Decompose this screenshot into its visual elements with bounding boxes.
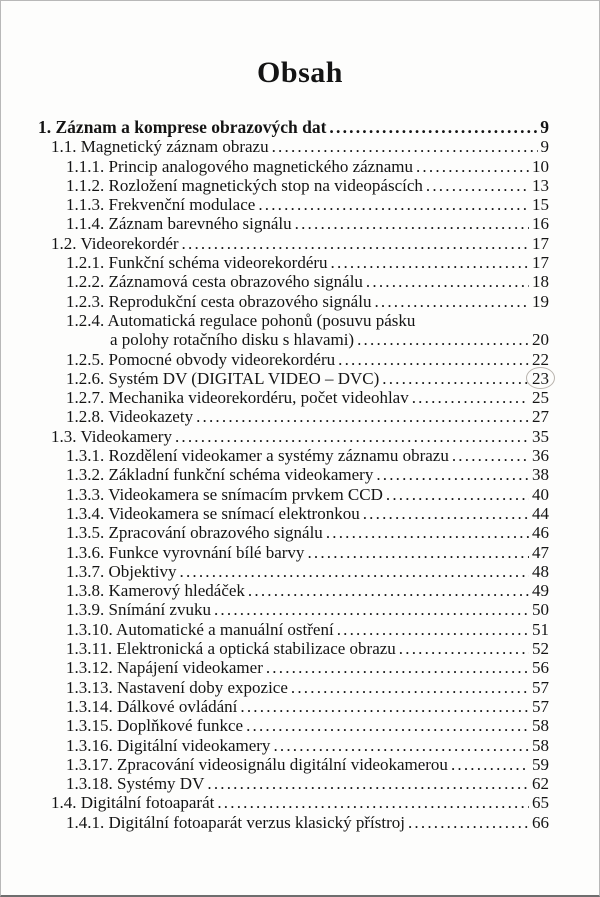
toc-entry-label: 1.3.10. Automatické a manuální ostření <box>66 619 334 639</box>
toc-leader-dots <box>386 485 529 504</box>
toc-entry <box>38 427 549 446</box>
toc-entry <box>38 214 549 233</box>
toc-entry <box>38 253 549 272</box>
toc-entry <box>38 485 549 504</box>
toc-entry-line <box>66 562 549 581</box>
toc-entry-line <box>66 581 549 600</box>
toc-entry-page-number: 65 <box>532 793 549 813</box>
toc-entry <box>38 504 549 523</box>
toc-leader-dots <box>366 272 529 291</box>
toc-entry <box>38 465 549 484</box>
toc-entry <box>38 755 549 774</box>
toc-entry-line <box>66 350 549 369</box>
toc-entry <box>38 272 549 291</box>
toc-entry-line <box>66 292 549 311</box>
toc-entry <box>38 774 549 793</box>
toc-entry <box>38 581 549 600</box>
toc-leader-dots <box>376 465 529 484</box>
toc-entry-page-number: 36 <box>532 446 549 466</box>
toc-entry-page-number: 50 <box>532 600 549 620</box>
toc-entry-label: 1.1.3. Frekvenční modulace <box>66 195 256 215</box>
toc-entry-label: 1.2.4. Automatická regulace pohonů (posuvu pásku <box>66 310 416 330</box>
toc-entry-line-continued <box>110 330 549 349</box>
toc-entry-page-number: 25 <box>532 388 549 408</box>
toc-entry-line <box>66 465 549 484</box>
toc-leader-dots <box>217 793 529 812</box>
toc-entry-page-number: 58 <box>532 716 549 736</box>
toc-entry-line <box>38 118 549 137</box>
toc-entry-line <box>51 234 549 253</box>
toc-entry-page-number: 57 <box>532 677 549 697</box>
toc-entry-label: 1.3.9. Snímání zvuku <box>66 600 211 620</box>
toc-entry <box>38 736 549 755</box>
toc-entry-page-number: 40 <box>532 484 549 504</box>
toc-entry <box>38 600 549 619</box>
toc-leader-dots <box>182 234 529 253</box>
toc-leader-dots <box>408 813 529 832</box>
toc-leader-dots <box>266 658 529 677</box>
toc-entry-line <box>66 639 549 658</box>
toc-leader-dots <box>399 639 529 658</box>
toc-entry <box>38 639 549 658</box>
toc-leader-dots <box>363 504 529 523</box>
toc-entry-page-number: 19 <box>532 291 549 311</box>
toc-entry-line <box>66 407 549 426</box>
toc-entry <box>38 543 549 562</box>
toc-entry-line <box>66 813 549 832</box>
toc-entry-page-number: 58 <box>532 735 549 755</box>
toc-leader-dots <box>357 330 529 349</box>
toc-leader-dots <box>214 600 529 619</box>
toc-entry-label: 1.4. Digitální fotoaparát <box>51 793 215 813</box>
toc-entry-label: 1. Záznam a komprese obrazových dat <box>38 117 327 137</box>
toc-leader-dots <box>258 195 529 214</box>
toc-leader-dots <box>337 620 529 639</box>
toc-entry-page-number: 46 <box>532 523 549 543</box>
toc-entry-line <box>66 504 549 523</box>
toc-entry-page-number: 15 <box>532 195 549 215</box>
toc-leader-dots <box>291 678 529 697</box>
toc-entry-label: 1.2.1. Funkční schéma videorekordéru <box>66 253 328 273</box>
toc-leader-dots <box>412 388 529 407</box>
toc-entry-page-number: 38 <box>532 465 549 485</box>
toc-entry-line <box>51 427 549 446</box>
toc-entry-line <box>66 388 549 407</box>
toc-entry-label: 1.3.18. Systémy DV <box>66 774 205 794</box>
toc-entry <box>38 234 549 253</box>
toc-entry-page-number: 23 <box>529 369 549 388</box>
toc-entry-page-number: 57 <box>532 696 549 716</box>
toc-leader-dots <box>326 523 529 542</box>
toc-entry-label: 1.3.15. Doplňkové funkce <box>66 716 244 736</box>
toc-entry-line <box>66 716 549 735</box>
toc-entry-label: 1.3.1. Rozdělení videokamer a systémy záznamu obrazu <box>66 446 449 466</box>
toc-entry-label: 1.2. Videorekordér <box>51 233 179 253</box>
toc-entry-line <box>66 774 549 793</box>
toc-entry-line <box>66 176 549 195</box>
toc-entry-line <box>66 678 549 697</box>
toc-entry-label: 1.2.2. Záznamová cesta obrazového signálu <box>66 272 363 292</box>
toc-leader-dots <box>272 137 538 156</box>
toc-leader-dots <box>374 292 529 311</box>
toc-entry-page-number: 9 <box>540 117 549 137</box>
toc-entry-line <box>66 755 549 774</box>
toc-entry-label: 1.3.8. Kamerový hledáček <box>66 581 245 601</box>
toc-leader-dots <box>196 407 529 426</box>
toc-entry <box>38 137 549 156</box>
toc-entry-page-number: 59 <box>532 754 549 774</box>
toc-entry-page-number: 51 <box>532 619 549 639</box>
toc-entry-line <box>66 195 549 214</box>
toc-entry <box>38 697 549 716</box>
toc-entry-line <box>66 523 549 542</box>
toc-entry <box>38 369 549 388</box>
toc-entry-label: 1.2.6. Systém DV (DIGITAL VIDEO – DVC) <box>66 368 380 388</box>
toc-leader-dots <box>329 118 537 137</box>
toc-leader-dots <box>416 157 529 176</box>
toc-leader-dots <box>331 253 529 272</box>
toc-leader-dots <box>452 446 529 465</box>
toc-entry <box>38 292 549 311</box>
toc-entry-label: 1.3.7. Objektivy <box>66 561 177 581</box>
toc-entry-page-number: 48 <box>532 561 549 581</box>
toc-entry-page-number: 35 <box>532 426 549 446</box>
toc-entry <box>38 446 549 465</box>
toc-entry-page-number: 20 <box>532 330 549 350</box>
toc-leader-dots <box>175 427 529 446</box>
toc-entry-line <box>66 543 549 562</box>
toc-entry-page-number: 66 <box>532 812 549 832</box>
toc-entry-line <box>66 311 549 330</box>
toc-entry <box>38 407 549 426</box>
toc-entry-label: 1.3. Videokamery <box>51 426 172 446</box>
toc-entry-line <box>66 485 549 504</box>
toc-entry-line <box>66 620 549 639</box>
toc-entry-page-number: 47 <box>532 542 549 562</box>
toc-list <box>1 118 599 832</box>
toc-entry-label: 1.3.14. Dálkové ovládání <box>66 696 238 716</box>
toc-entry <box>38 620 549 639</box>
toc-entry-page-number: 49 <box>532 581 549 601</box>
toc-leader-dots <box>246 716 529 735</box>
toc-entry <box>38 350 549 369</box>
toc-entry-label: 1.3.17. Zpracování videosignálu digitální videokamerou <box>66 754 448 774</box>
toc-entry-line <box>66 736 549 755</box>
toc-entry-page-number: 9 <box>540 137 549 157</box>
toc-entry-label: 1.3.12. Napájení videokamer <box>66 658 263 678</box>
toc-entry-line <box>66 214 549 233</box>
toc-entry-label: 1.1.2. Rozložení magnetických stop na videopáscích <box>66 175 423 195</box>
toc-entry <box>38 716 549 735</box>
toc-leader-dots <box>248 581 529 600</box>
toc-entry <box>38 176 549 195</box>
toc-entry-page-number: 22 <box>532 349 549 369</box>
toc-leader-dots <box>451 755 529 774</box>
toc-entry-page-number: 27 <box>532 407 549 427</box>
toc-leader-dots <box>295 214 529 233</box>
toc-entry-label: 1.3.2. Základní funkční schéma videokamery <box>66 465 374 485</box>
toc-entry <box>38 813 549 832</box>
toc-entry-page-number: 17 <box>532 253 549 273</box>
toc-leader-dots <box>426 176 529 195</box>
toc-entry-line <box>66 253 549 272</box>
toc-entry-label: 1.3.13. Nastavení doby expozice <box>66 677 288 697</box>
toc-entry <box>38 562 549 581</box>
toc-leader-dots <box>180 562 530 581</box>
toc-entry-page-number: 44 <box>532 503 549 523</box>
toc-entry <box>38 658 549 677</box>
toc-entry-label: 1.1.1. Princip analogového magnetického záznamu <box>66 156 413 176</box>
toc-entry-label: 1.1.4. Záznam barevného signálu <box>66 214 292 234</box>
toc-entry <box>38 678 549 697</box>
toc-entry <box>38 118 549 137</box>
toc-entry-page-number: 18 <box>532 272 549 292</box>
toc-entry-line <box>66 157 549 176</box>
toc-entry-label: 1.3.5. Zpracování obrazového signálu <box>66 523 323 543</box>
toc-entry-label: 1.3.4. Videokamera se snímací elektronkou <box>66 503 360 523</box>
toc-entry-page-number: 62 <box>532 774 549 794</box>
toc-entry <box>38 195 549 214</box>
toc-entry-label: 1.3.11. Elektronická a optická stabilizace obrazu <box>66 639 396 659</box>
toc-entry-label: 1.2.8. Videokazety <box>66 407 194 427</box>
toc-entry-page-number: 17 <box>532 233 549 253</box>
toc-entry <box>38 157 549 176</box>
toc-entry <box>38 793 549 812</box>
toc-entry-label: 1.1. Magnetický záznam obrazu <box>51 137 269 157</box>
toc-entry-line <box>66 658 549 677</box>
toc-entry-page-number: 52 <box>532 639 549 659</box>
toc-entry-page-number: 56 <box>532 658 549 678</box>
toc-entry-line <box>66 446 549 465</box>
toc-leader-dots <box>382 369 529 388</box>
toc-leader-dots <box>338 350 529 369</box>
toc-leader-dots <box>273 736 529 755</box>
toc-entry-line <box>66 272 549 291</box>
toc-entry-label: 1.2.7. Mechanika videorekordéru, počet videohlav <box>66 388 409 408</box>
toc-entry-label: 1.3.3. Videokamera se snímacím prvkem CCD <box>66 484 383 504</box>
toc-entry-line <box>66 697 549 716</box>
toc-entry-line <box>66 600 549 619</box>
toc-entry-line <box>51 137 549 156</box>
toc-entry-label: 1.2.5. Pomocné obvody videorekordéru <box>66 349 336 369</box>
toc-entry-line <box>51 793 549 812</box>
toc-entry-label: 1.3.16. Digitální videokamery <box>66 735 271 755</box>
toc-entry-label-continued: a polohy rotačního disku s hlavami) <box>110 330 355 350</box>
toc-entry-label: 1.3.6. Funkce vyrovnání bílé barvy <box>66 542 305 562</box>
toc-entry-label: 1.4.1. Digitální fotoaparát verzus klasický přístroj <box>66 812 405 832</box>
toc-leader-dots <box>207 774 529 793</box>
page-title: Obsah <box>257 56 343 89</box>
toc-leader-dots <box>307 543 529 562</box>
toc-entry <box>38 523 549 542</box>
toc-entry <box>38 311 549 350</box>
toc-entry <box>38 388 549 407</box>
toc-entry-page-number: 10 <box>532 156 549 176</box>
toc-leader-dots <box>240 697 529 716</box>
toc-entry-line <box>66 369 549 388</box>
toc-entry-page-number: 13 <box>532 175 549 195</box>
toc-entry-page-number: 16 <box>532 214 549 234</box>
toc-entry-label: 1.2.3. Reprodukční cesta obrazového signálu <box>66 291 372 311</box>
